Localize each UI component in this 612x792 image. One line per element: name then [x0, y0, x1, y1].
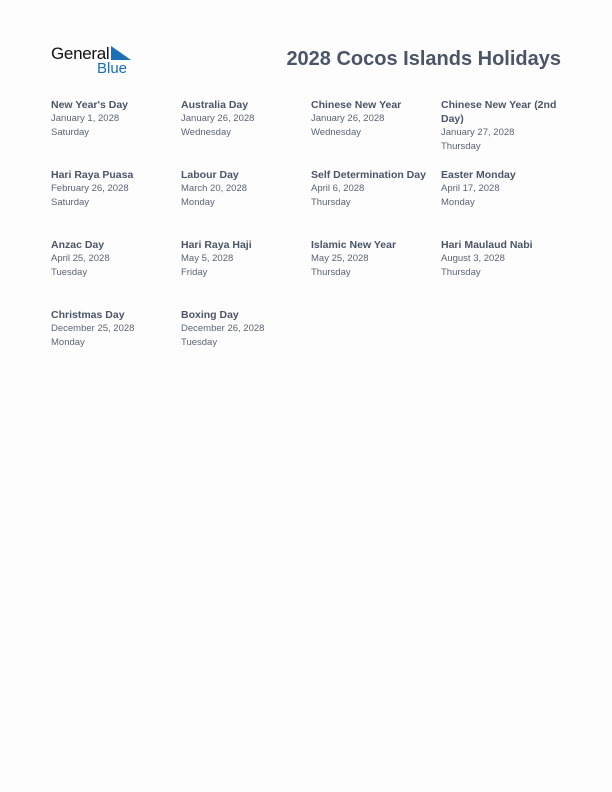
holiday-date: January 26, 2028: [181, 113, 255, 124]
logo-word-blue: Blue: [97, 60, 128, 77]
holiday-item: [51, 238, 181, 308]
holiday-date: March 20, 2028: [181, 183, 248, 194]
holiday-weekday: Monday: [181, 197, 215, 208]
holiday-date: January 27, 2028: [441, 127, 515, 138]
holiday-item: [51, 98, 181, 168]
holiday-name: Boxing Day: [181, 309, 239, 321]
holiday-date: February 26, 2028: [51, 183, 129, 194]
holiday-item: [441, 98, 571, 168]
holiday-item: [311, 168, 441, 238]
holiday-name: Christmas Day: [51, 309, 125, 321]
holiday-name: Easter Monday: [441, 169, 516, 181]
holiday-weekday: Wednesday: [181, 127, 231, 138]
holiday-item: [51, 308, 181, 378]
holiday-date: May 25, 2028: [311, 253, 369, 264]
logo-triangle-icon: [111, 46, 131, 60]
holiday-name: Labour Day: [181, 169, 239, 181]
holiday-name: Australia Day: [181, 99, 249, 111]
holiday-name: Self Determination Day: [311, 169, 426, 181]
holiday-weekday: Tuesday: [51, 267, 88, 278]
page-title: 2028 Cocos Islands Holidays: [286, 48, 561, 70]
holiday-date: April 6, 2028: [311, 183, 365, 194]
holiday-date: August 3, 2028: [441, 253, 505, 264]
holiday-date: May 5, 2028: [181, 253, 234, 264]
holiday-weekday: Thursday: [311, 197, 351, 208]
holiday-weekday: Monday: [441, 197, 475, 208]
holiday-weekday: Saturday: [51, 127, 90, 138]
holiday-weekday: Thursday: [311, 267, 351, 278]
holiday-item: [51, 168, 181, 238]
general-blue-logo: [51, 44, 141, 78]
holiday-item: [311, 98, 441, 168]
holiday-weekday: Saturday: [51, 197, 90, 208]
holiday-name: Anzac Day: [51, 239, 105, 251]
holiday-name: New Year's Day: [51, 99, 129, 111]
holiday-weekday: Monday: [51, 337, 85, 348]
holiday-date: January 1, 2028: [51, 113, 120, 124]
holiday-date: April 17, 2028: [441, 183, 500, 194]
holiday-item: [441, 168, 571, 238]
holiday-item: [181, 308, 311, 378]
holiday-name: Islamic New Year: [311, 239, 397, 251]
holiday-item: [181, 168, 311, 238]
holiday-name: Chinese New Year: [311, 99, 402, 111]
holiday-date: January 26, 2028: [311, 113, 385, 124]
holiday-weekday: Thursday: [441, 267, 481, 278]
holiday-item: [181, 98, 311, 168]
holiday-weekday: Thursday: [441, 141, 481, 152]
holiday-grid: [51, 98, 571, 378]
holiday-weekday: Wednesday: [311, 127, 361, 138]
holiday-item: [311, 238, 441, 308]
holiday-item: [181, 238, 311, 308]
holiday-weekday: Tuesday: [181, 337, 218, 348]
holiday-name: Hari Raya Haji: [181, 239, 252, 251]
holiday-name: Hari Raya Puasa: [51, 169, 134, 181]
holiday-weekday: Friday: [181, 267, 208, 278]
holiday-date: December 25, 2028: [51, 323, 135, 334]
holiday-name: Chinese New Year (2nd Day): [441, 99, 557, 125]
holiday-name: Hari Maulaud Nabi: [441, 239, 533, 251]
holiday-item: [441, 238, 571, 308]
logo-word-general: General: [51, 44, 110, 63]
holiday-date: December 26, 2028: [181, 323, 265, 334]
holiday-date: April 25, 2028: [51, 253, 110, 264]
